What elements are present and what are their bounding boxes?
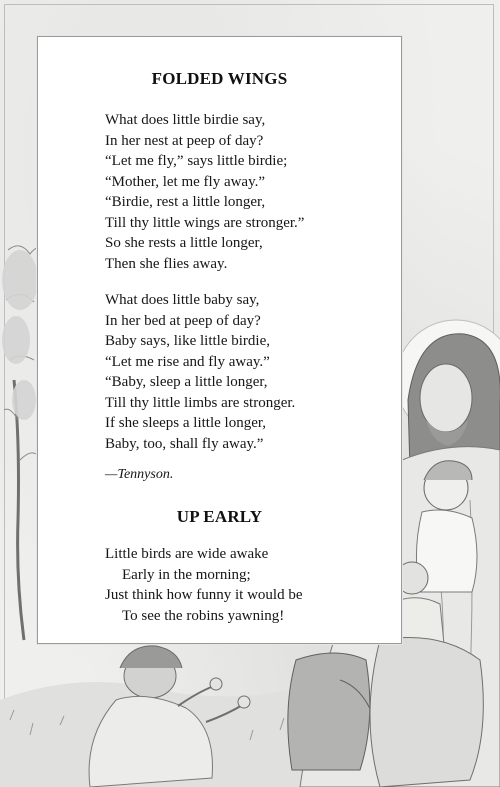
poem-stanza bbox=[105, 544, 303, 626]
poem-line: Early in the morning; bbox=[122, 566, 251, 583]
poem-line: What does little baby say, bbox=[105, 292, 260, 308]
poem-line: Little birds are wide awake bbox=[105, 546, 269, 562]
poem-panel bbox=[37, 36, 402, 644]
poem-line: Then she flies away. bbox=[105, 255, 228, 272]
poem-line: “Baby, sleep a little longer, bbox=[105, 374, 268, 390]
poem-title-up-early: UP EARLY bbox=[176, 507, 263, 526]
poem-stanza bbox=[105, 110, 304, 274]
poem-line: What does little birdie say, bbox=[105, 112, 266, 128]
poem-line: Baby, too, shall fly away.” bbox=[105, 435, 264, 452]
poem-line: Just think how funny it would be bbox=[105, 587, 303, 603]
poem-title-folded-wings: FOLDED WINGS bbox=[151, 69, 288, 88]
poem-line: Till thy little wings are stronger.” bbox=[105, 214, 305, 231]
poem-line: Till thy little limbs are stronger. bbox=[105, 394, 296, 411]
poem-line: Baby says, like little birdie, bbox=[105, 333, 270, 349]
poem-line: “Let me rise and fly away.” bbox=[105, 353, 270, 370]
poem-stanza bbox=[105, 290, 295, 454]
poem-line: So she rests a little longer, bbox=[105, 235, 263, 251]
poem-line: “Birdie, rest a little longer, bbox=[105, 194, 266, 210]
poem-line: In her bed at peep of day? bbox=[105, 312, 261, 329]
poem-line: In her nest at peep of day? bbox=[105, 132, 264, 149]
poem-line: To see the robins yawning! bbox=[122, 607, 285, 624]
poem-line: If she sleeps a little longer, bbox=[105, 415, 267, 431]
poem-attribution: —Tennyson. bbox=[105, 467, 174, 482]
poem-line: “Let me fly,” says little birdie; bbox=[105, 153, 288, 169]
poem-line: “Mother, let me fly away.” bbox=[105, 173, 266, 190]
